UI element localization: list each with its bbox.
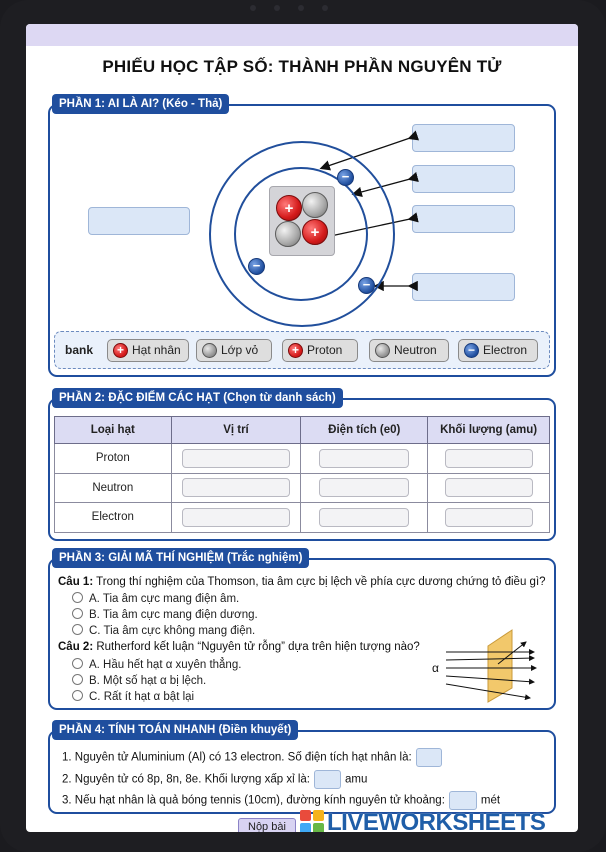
particle-table (54, 416, 550, 533)
q2-option-c[interactable] (72, 690, 194, 703)
select-charge-proton[interactable] (319, 449, 409, 468)
proton-icon: + (288, 343, 303, 358)
q1-option-b[interactable] (72, 608, 258, 621)
radio-icon[interactable] (72, 592, 83, 603)
word-bank (54, 331, 550, 369)
chip-proton[interactable] (282, 339, 358, 362)
chip-lop-vo[interactable] (196, 339, 272, 362)
fill-prompt: 2. Nguyên tử có 8p, 8n, 8e. Khối lượng xấp xỉ là: (62, 773, 310, 786)
answer-input-2[interactable] (314, 770, 341, 789)
chip-label: Electron (483, 343, 528, 357)
nucleus (269, 186, 335, 256)
radio-icon[interactable] (72, 608, 83, 619)
alpha-label: α (432, 661, 439, 675)
question-1 (58, 576, 546, 588)
unit-label: amu (344, 773, 368, 786)
radio-icon[interactable] (72, 624, 83, 635)
part3-heading: PHẦN 3: GIẢI MÃ THÍ NGHIỆM (Trắc nghiệm) (52, 548, 309, 568)
electron-icon: − (464, 343, 479, 358)
rutherford-diagram (426, 624, 546, 706)
answer-input-3[interactable] (449, 791, 477, 810)
camera-dot (298, 5, 304, 11)
column-header: Vị trí (171, 417, 301, 444)
select-mass-neutron[interactable] (445, 478, 533, 497)
select-position-proton[interactable] (182, 449, 290, 468)
brand-wordmark: LIVEWORKSHEETS (327, 809, 546, 832)
particle-name: Neutron (55, 473, 172, 503)
fill-prompt: 3. Nếu hạt nhân là quả bóng tennis (10cm), đường kính nguyên tử khoảng: (62, 794, 445, 807)
select-position-neutron[interactable] (182, 478, 290, 497)
select-position-electron[interactable] (182, 508, 290, 527)
submit-button[interactable]: Nộp bài (238, 818, 296, 832)
radio-icon[interactable] (72, 690, 83, 701)
neutron-icon (375, 343, 390, 358)
electron-icon: − (248, 258, 265, 275)
option-label: B. Một số hạt α bị lệch. (89, 675, 207, 687)
fill-item-2 (62, 770, 367, 789)
chip-neutron[interactable] (369, 339, 449, 362)
chip-label: Neutron (394, 343, 437, 357)
question-label: Câu 1: (58, 576, 94, 588)
camera-dot (322, 5, 328, 11)
radio-icon[interactable] (72, 658, 83, 669)
q1-option-c[interactable] (72, 624, 255, 637)
chip-hat-nhan[interactable] (107, 339, 189, 362)
table-row (55, 503, 550, 533)
neutron-icon (202, 343, 217, 358)
option-label: A. Hầu hết hạt α xuyên thẳng. (89, 659, 242, 671)
option-label: A. Tia âm cực mang điện âm. (89, 593, 240, 605)
electron-icon: − (337, 169, 354, 186)
fill-item-1 (62, 748, 446, 767)
electron-icon: − (358, 277, 375, 294)
question-label: Câu 2: (58, 641, 94, 653)
proton-icon: + (276, 195, 302, 221)
part1-heading: PHẦN 1: AI LÀ AI? (Kéo - Thả) (52, 94, 229, 114)
camera-dot (274, 5, 280, 11)
radio-icon[interactable] (72, 674, 83, 685)
column-header: Loại hạt (55, 417, 172, 444)
page-title: PHIẾU HỌC TẬP SỐ: THÀNH PHẦN NGUYÊN TỬ (102, 57, 502, 76)
part2-heading: PHẦN 2: ĐẶC ĐIỂM CÁC HẠT (Chọn từ danh sách) (52, 388, 343, 408)
answer-input-1[interactable] (416, 748, 442, 767)
column-header: Điện tích (e0) (301, 417, 428, 444)
select-mass-electron[interactable] (445, 508, 533, 527)
table-header-row (55, 417, 550, 444)
select-charge-electron[interactable] (319, 508, 409, 527)
select-mass-proton[interactable] (445, 449, 533, 468)
option-label: B. Tia âm cực mang điện dương. (89, 609, 258, 621)
proton-icon: + (113, 343, 128, 358)
chip-label: Hạt nhân (132, 343, 181, 357)
q1-option-a[interactable] (72, 592, 239, 605)
fill-prompt: 1. Nguyên tử Aluminium (Al) có 13 electron. Số điện tích hạt nhân là: (62, 751, 412, 764)
chip-label: Lớp vỏ (221, 343, 259, 357)
camera-dot (250, 5, 256, 11)
table-row (55, 444, 550, 474)
chip-label: Proton (307, 343, 343, 357)
option-label: C. Rất ít hạt α bật lại (89, 691, 195, 703)
particle-name: Proton (55, 444, 172, 474)
table-row (55, 473, 550, 503)
particle-name: Electron (55, 503, 172, 533)
bank-label: bank (65, 343, 94, 357)
question-2 (58, 641, 420, 653)
option-label: C. Tia âm cực không mang điện. (89, 625, 256, 637)
part4-heading: PHẦN 4: TÍNH TOÁN NHANH (Điền khuyết) (52, 720, 298, 740)
question-text: Rutherford kết luận “Nguyên tử rỗng” dựa trên hiện tượng nào? (96, 641, 420, 653)
neutron-icon (302, 192, 328, 218)
select-charge-neutron[interactable] (319, 478, 409, 497)
proton-icon: + (302, 219, 328, 245)
q2-option-b[interactable] (72, 674, 206, 687)
worksheet-screen (26, 24, 578, 832)
column-header: Khối lượng (amu) (428, 417, 550, 444)
fill-item-3 (62, 791, 500, 810)
liveworksheets-logo-icon (300, 810, 324, 832)
chip-electron[interactable] (458, 339, 538, 362)
question-text: Trong thí nghiệm của Thomson, tia âm cực bị lệch về phía cực dương chứng tỏ điều gì? (96, 576, 546, 588)
unit-label: mét (480, 794, 501, 807)
neutron-icon (275, 221, 301, 247)
q2-option-a[interactable] (72, 658, 241, 671)
